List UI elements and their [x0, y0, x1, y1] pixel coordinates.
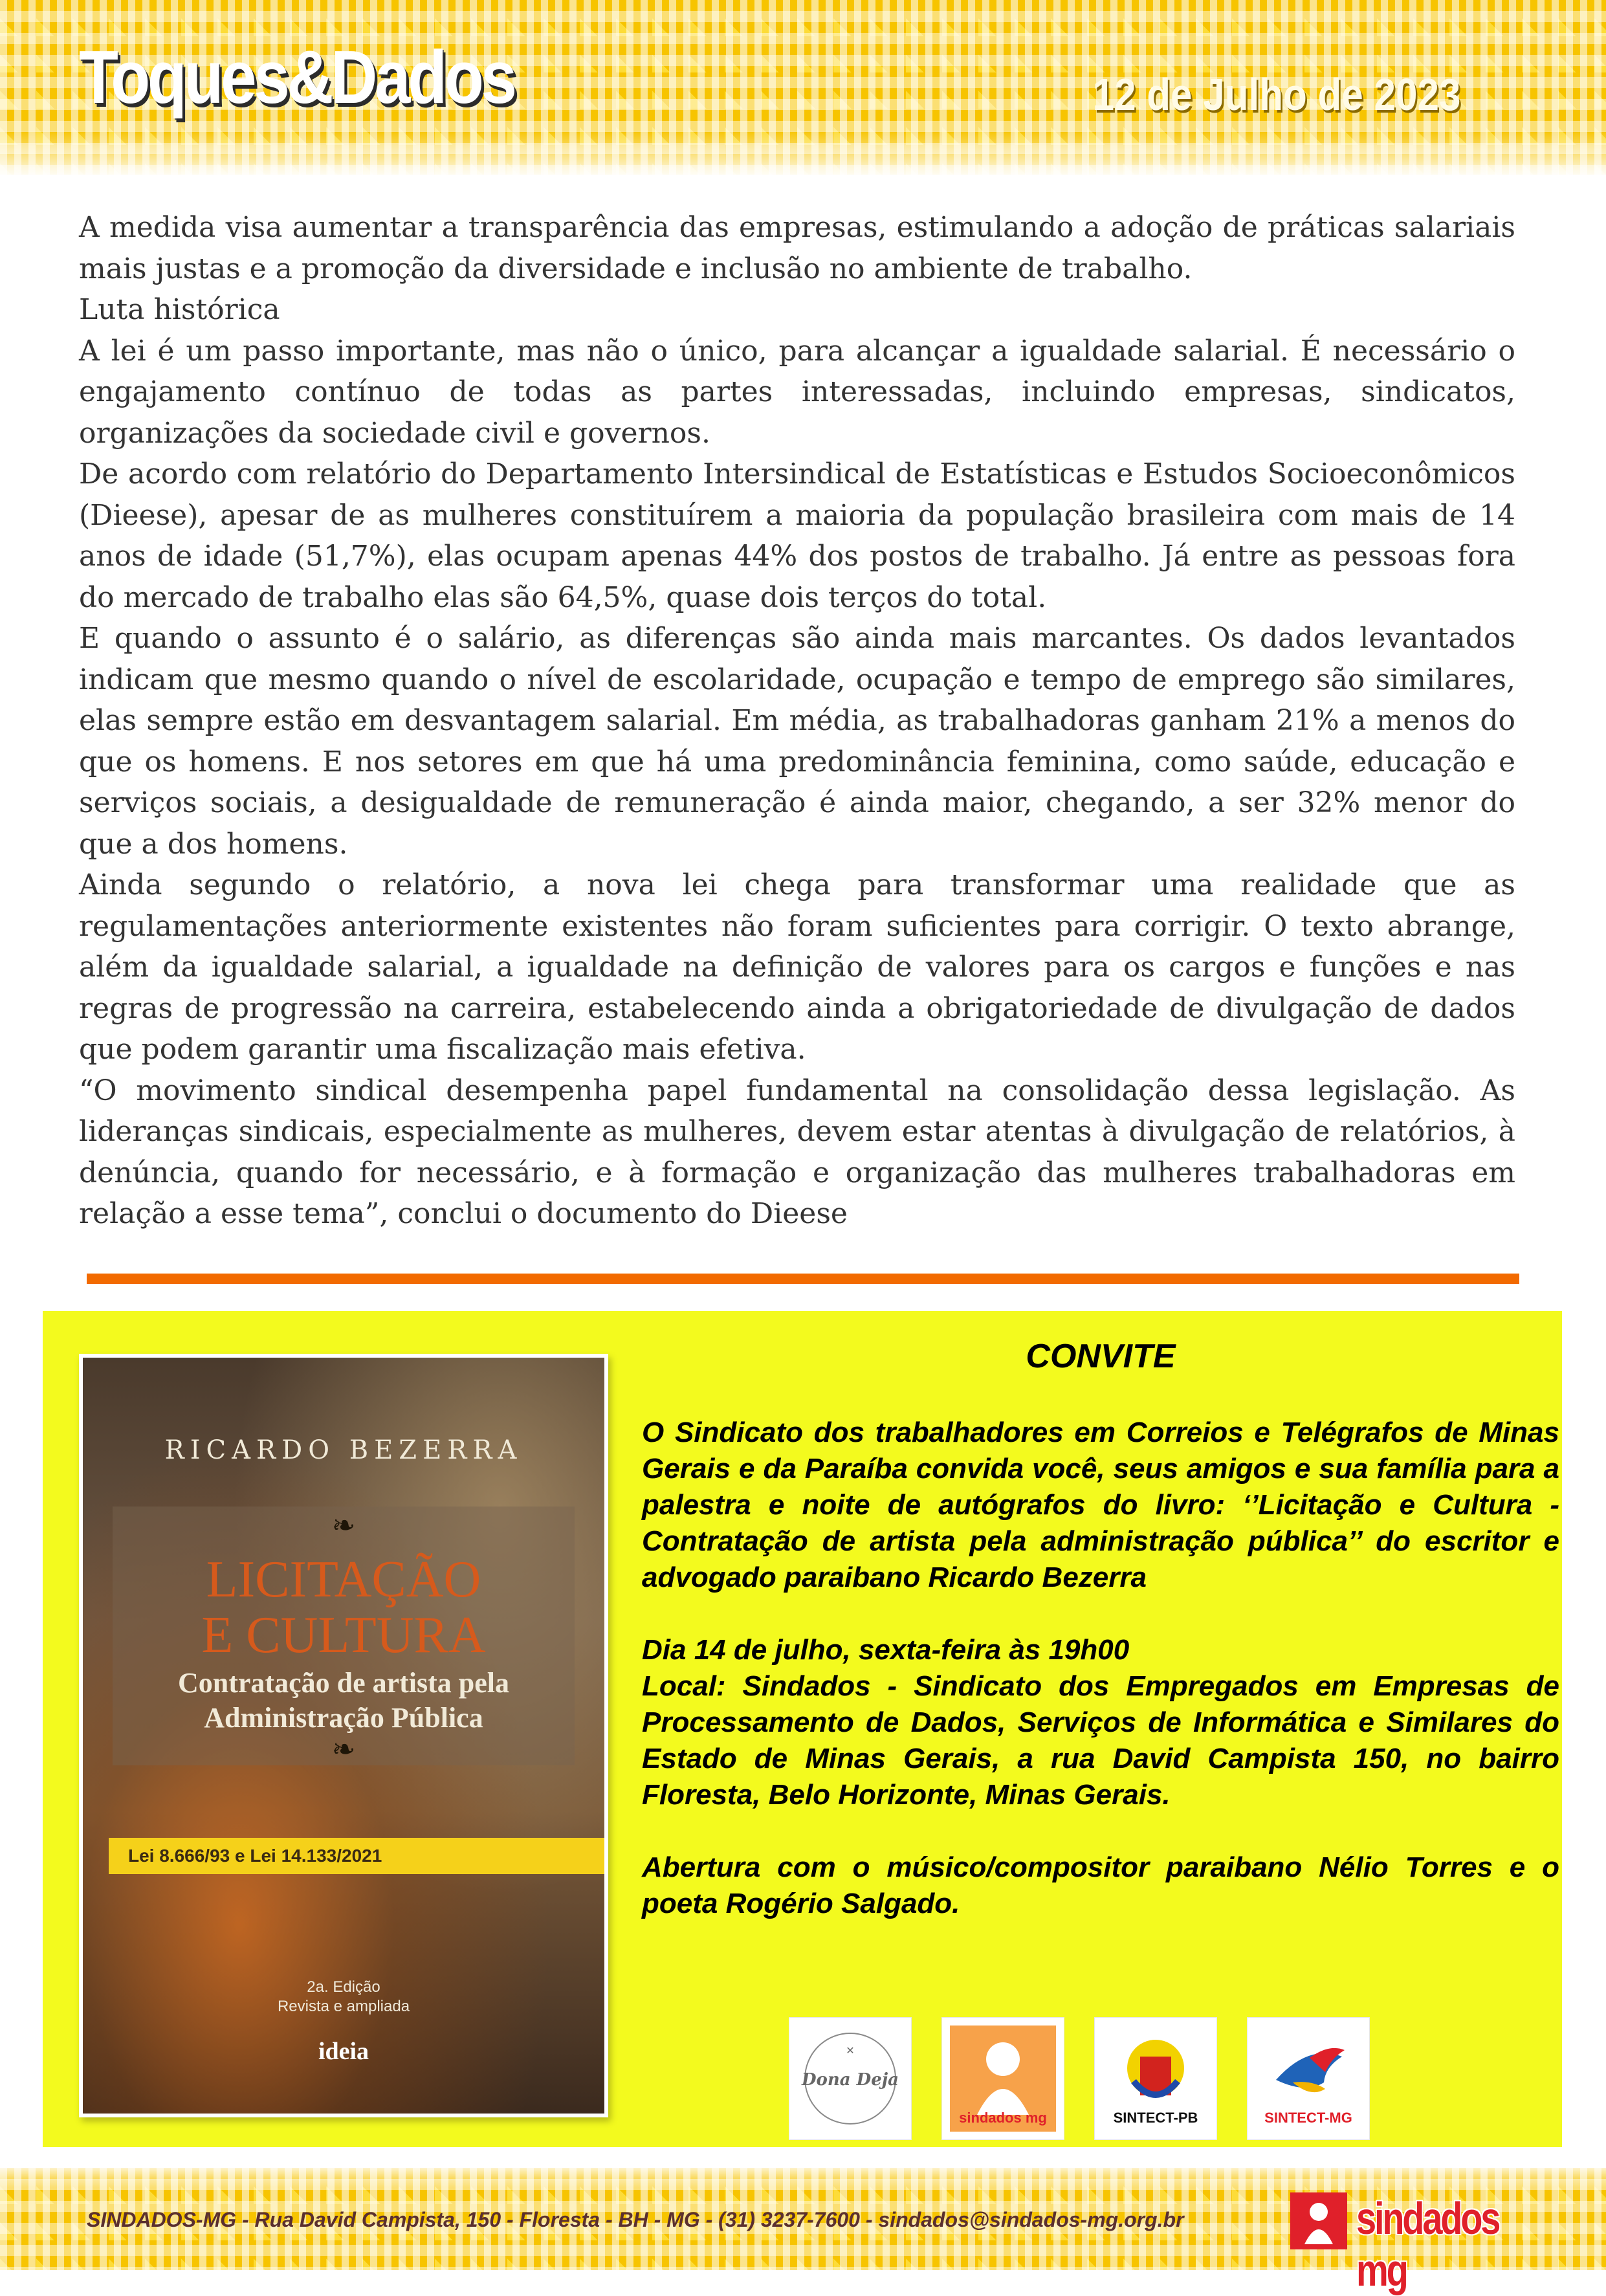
- dona-deja-logo: [789, 2018, 911, 2139]
- invite-location: Local: Sindados - Sindicato dos Empregados em Empresas de Processamento de Dados, Serviços de Informática e Similares do Estado de Minas Gerais, a rua David Campista 150, no bairro Floresta, Belo Horizonte, Minas Gerais.: [642, 1670, 1559, 1811]
- invite-title: CONVITE: [1026, 1338, 1176, 1375]
- svg-text:✕: ✕: [846, 2044, 855, 2057]
- article-body: [79, 207, 1515, 1235]
- book-edition-line: Revista e ampliada: [277, 1998, 410, 2015]
- invitation-panel: [43, 1311, 1562, 2147]
- article-paragraph: “O movimento sindical desempenha papel fundamental na consolidação dessa legislação. As lideranças sindicais, especialmente as mulheres, devem estar atentas à divulgação de relatórios, à denúncia, quando for necessário, e à formação e organização das mulheres trabalhadoras em relação a esse tema”, conclui o documento do Dieese: [79, 1074, 1515, 1230]
- spacer: [642, 1596, 1559, 1632]
- sintect-mg-logo: [1248, 2018, 1369, 2139]
- invite-opening: Abertura com o músico/compositor paraibano Nélio Torres e o poeta Rogério Salgado.: [642, 1851, 1559, 1919]
- article-subheading: Luta histórica: [79, 293, 280, 326]
- sindados-footer-logo: [1288, 2190, 1521, 2295]
- issue-date: 12 de Julho de 2023: [1092, 69, 1460, 120]
- sintect-pb-logo: [1095, 2018, 1216, 2139]
- sindados-mark-icon: [1288, 2190, 1350, 2252]
- footer-address: SINDADOS-MG - Rua David Campista, 150 - Floresta - BH - MG - (31) 3237-7600 - sindados@sindados-mg.org.br: [87, 2208, 1184, 2231]
- book-subtitle-line: Contratação de artista pela: [177, 1667, 509, 1699]
- book-title-line: LICITAÇÃO: [206, 1551, 481, 1608]
- sindados-footer-wordmark: sindados mg: [1356, 2193, 1499, 2295]
- invite-intro: O Sindicato dos trabalhadores em Correios e Telégrafos de Minas Gerais e da Paraíba convida você, seus amigos e sua família para a palestra e noite de autógrafos do livro: ‘’Licitação e Cultura - Contratação de artista pela administração pública’’ do escritor e advogado paraibano Ricardo Bezerra: [642, 1417, 1559, 1593]
- newsletter-title: Toques&Dados: [79, 35, 514, 119]
- book-subtitle: [113, 1666, 575, 1736]
- book-publisher-logo: ideia: [318, 2038, 369, 2065]
- book-title-line: E CULTURA: [201, 1607, 486, 1664]
- book-edition: [83, 1978, 604, 2016]
- invite-body: [642, 1415, 1559, 1922]
- dona-deja-emblem-icon: [789, 2018, 911, 2139]
- sindados-mg-logo: [942, 2018, 1064, 2139]
- book-author: RICARDO BEZERRA: [164, 1435, 523, 1465]
- spacer: [642, 1813, 1559, 1849]
- article-paragraph: De acordo com relatório do Departamento Intersindical de Estatísticas e Estudos Socioeconômicos (Dieese), apesar de as mulheres constituírem a maioria da população brasileira com mais de 14 anos de idade (51,7%), elas ocupam apenas 44% dos postos de trabalho. Já entre as pessoas fora do mercado de trabalho elas são 64,5%, quase dois terços do total.: [79, 458, 1515, 614]
- partner-logos: [789, 2018, 1369, 2139]
- article-paragraph: Ainda segundo o relatório, a nova lei chega para transformar uma realidade que as regulamentações anteriormente existentes não foram suficientes para corrigir. O texto abrange, além da igualdade salarial, a igualdade na definição de valores para os cargos e funções e nas regras de progressão na carreira, estabelecendo ainda a obrigatoriedade de divulgação de dados que podem garantir uma fiscalização mais efetiva.: [79, 868, 1515, 1066]
- sintect-mg-label: SINTECT-MG: [1264, 2110, 1352, 2126]
- book-cover-image: [79, 1354, 608, 2117]
- article-paragraph: A medida visa aumentar a transparência das empresas, estimulando a adoção de práticas salariais mais justas e a promoção da diversidade e inclusão no ambiente de trabalho.: [79, 211, 1515, 285]
- ornament-icon: ❧: [331, 1509, 356, 1542]
- section-divider: [87, 1274, 1519, 1284]
- book-title-box: [113, 1507, 575, 1765]
- book-subtitle-line: Administração Pública: [204, 1702, 483, 1734]
- svg-text:Dona Deja: Dona Deja: [801, 2070, 899, 2090]
- book-edition-line: 2a. Edição: [307, 1978, 380, 1996]
- article-paragraph: E quando o assunto é o salário, as diferenças são ainda mais marcantes. Os dados levantados indicam que mesmo quando o nível de escolaridade, ocupação e tempo de emprego são similares, elas sempre estão em desvantagem salarial. Em média, as trabalhadoras ganham 21% a menos do que os homens. E nos setores em que há uma predominância feminina, como saúde, educação e serviços sociais, a desigualdade de remuneração é ainda maior, chegando, a ser 32% menor do que a dos homens.: [79, 622, 1515, 861]
- book-title: [113, 1552, 575, 1663]
- ornament-icon: ❧: [331, 1733, 356, 1766]
- sintect-pb-label: SINTECT-PB: [1113, 2110, 1198, 2126]
- header-band: [0, 0, 1606, 175]
- invite-date: Dia 14 de julho, sexta-feira às 19h00: [642, 1634, 1130, 1666]
- footer-band: [0, 2168, 1606, 2295]
- article-paragraph: A lei é um passo importante, mas não o único, para alcançar a igualdade salarial. É necessário o engajamento contínuo de todas as partes interessadas, incluindo empresas, sindicatos, organizações da sociedade civil e governos.: [79, 334, 1515, 450]
- sindados-logo-label: sindados mg: [959, 2110, 1047, 2126]
- book-law-strip: Lei 8.666/93 e Lei 14.133/2021: [109, 1838, 604, 1874]
